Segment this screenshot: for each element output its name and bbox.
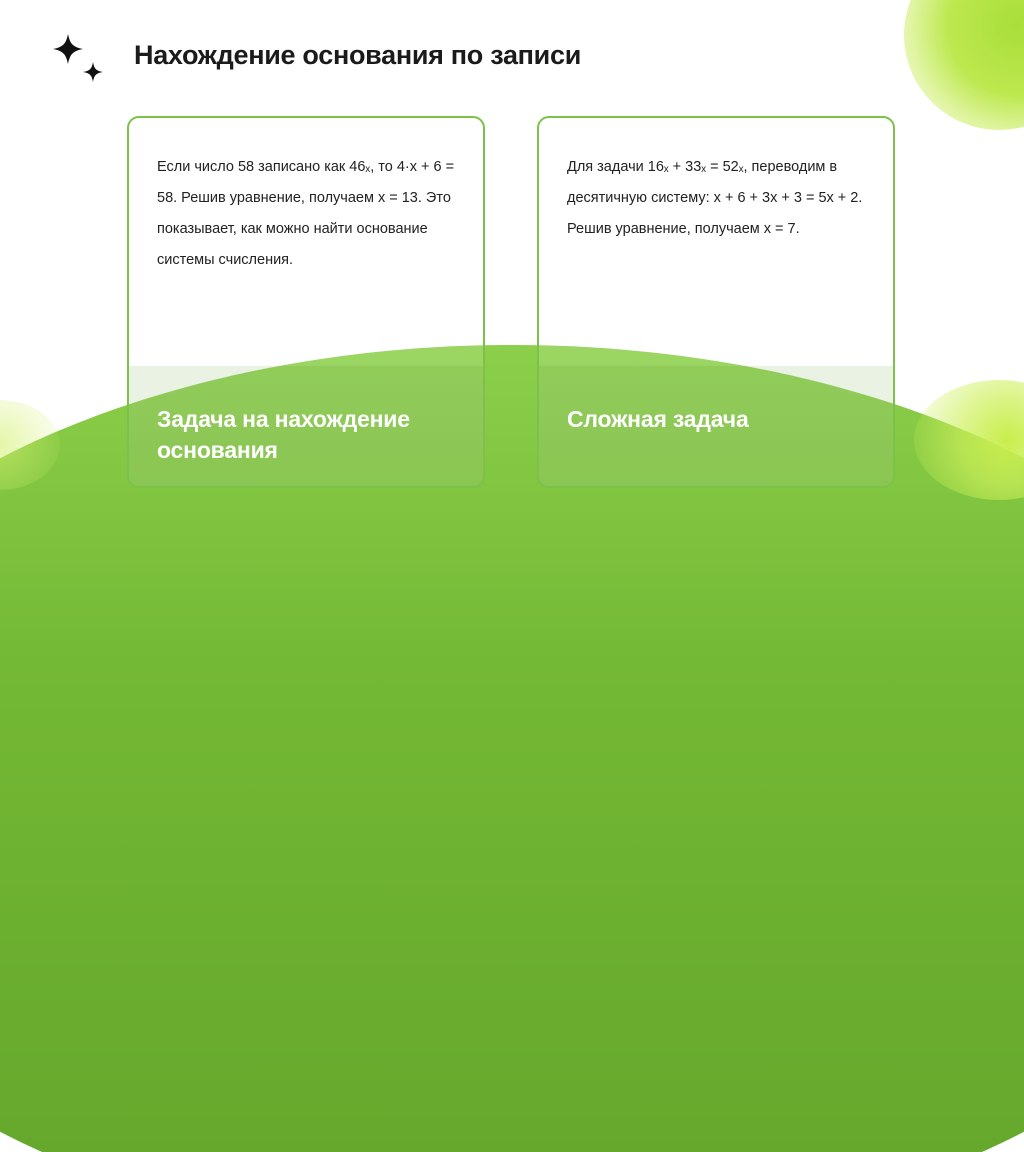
card-heading: Сложная задача [567,406,749,432]
large-sparkle-icon [53,34,83,64]
sparkle-icon [50,32,110,88]
small-sparkle-icon [83,62,103,82]
card-body-text: Для задачи 16ₓ + 33ₓ = 52ₓ, переводим в десятичную систему: x + 6 + 3x + 3 = 5x + 2. Решив уравнение, получаем x = 7. [567,159,863,237]
card-heading: Задача на нахождение основания [157,406,410,463]
card-body-text: Если число 58 записано как 46ₓ, то 4·x + 6 = 58. Решив уравнение, получаем x = 13. Это показывает, как можно найти основание системы счисления. [157,159,455,268]
card-base-finding [127,116,485,488]
card-complex-task [537,116,895,488]
slide-title: Нахождение основания по записи [134,40,581,70]
top-right-gradient-blob [904,0,1024,130]
